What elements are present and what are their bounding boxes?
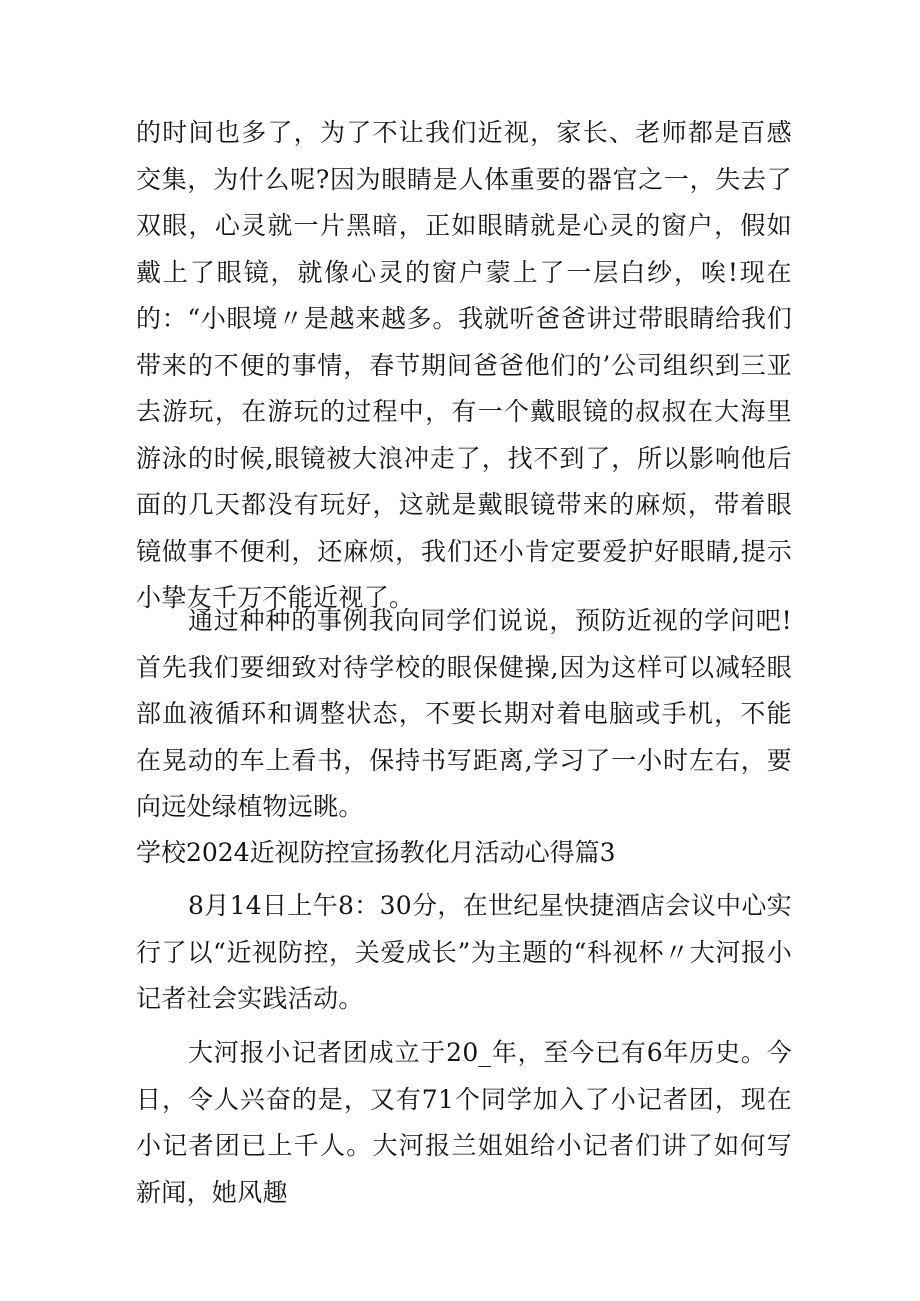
section-heading: 学校2024近视防控宣扬教化月活动心得篇3 (136, 838, 616, 867)
paragraph-continued: 的时间也多了，为了不让我们近视，家长、老师都是百感交集，为什么呢?因为眼睛是人体重要的器官之一，失去了双眼，心灵就一片黑暗，正如眼睛就是心灵的窗户，假如戴上了眼镜，就像心灵的窗户蒙上了一层白纱，唉!现在的：“小眼境〃是越来越多。我就听爸爸讲过带眼睛给我们带来的不便的事情，春节期间爸爸他们的’公司组织到三亚去游玩，在游玩的过程中，有一个戴眼镜的叔叔在大海里游泳的时候,眼镜被大浪冲走了，找不到了，所以影响他后面的几天都没有玩好，这就是戴眼镜带来的麻烦，带着眼镜做事不便利，还麻烦，我们还小肯定要爱护好眼睛,提示小挚友千万不能近视了。 (136, 118, 792, 612)
paragraph-reporter-team: 大河报小记者团成立于20_年，至今已有6年历史。今日，令人兴奋的是，又有71个同学加入了小记者团，现在小记者团已上千人。大河报兰姐姐给小记者们讲了如何写新闻，她风趣 (136, 1038, 792, 1207)
paragraph-prevention: 通过种种的事例我向同学们说说，预防近视的学问吧!首先我们要细致对待学校的眼保健操,因为这样可以减轻眼部血液循环和调整状态，不要长期对着电脑或手机，不能在晃动的车上看书，保持书写距离,学习了一小时左右，要向远处绿植物远眺。 (136, 606, 792, 821)
paragraph-event: 8月14日上午8：30分，在世纪星快捷酒店会议中心实行了以“近视防控，关爱成长”为主题的“科视杯〃大河报小记者社会实践活动。 (136, 891, 792, 1013)
